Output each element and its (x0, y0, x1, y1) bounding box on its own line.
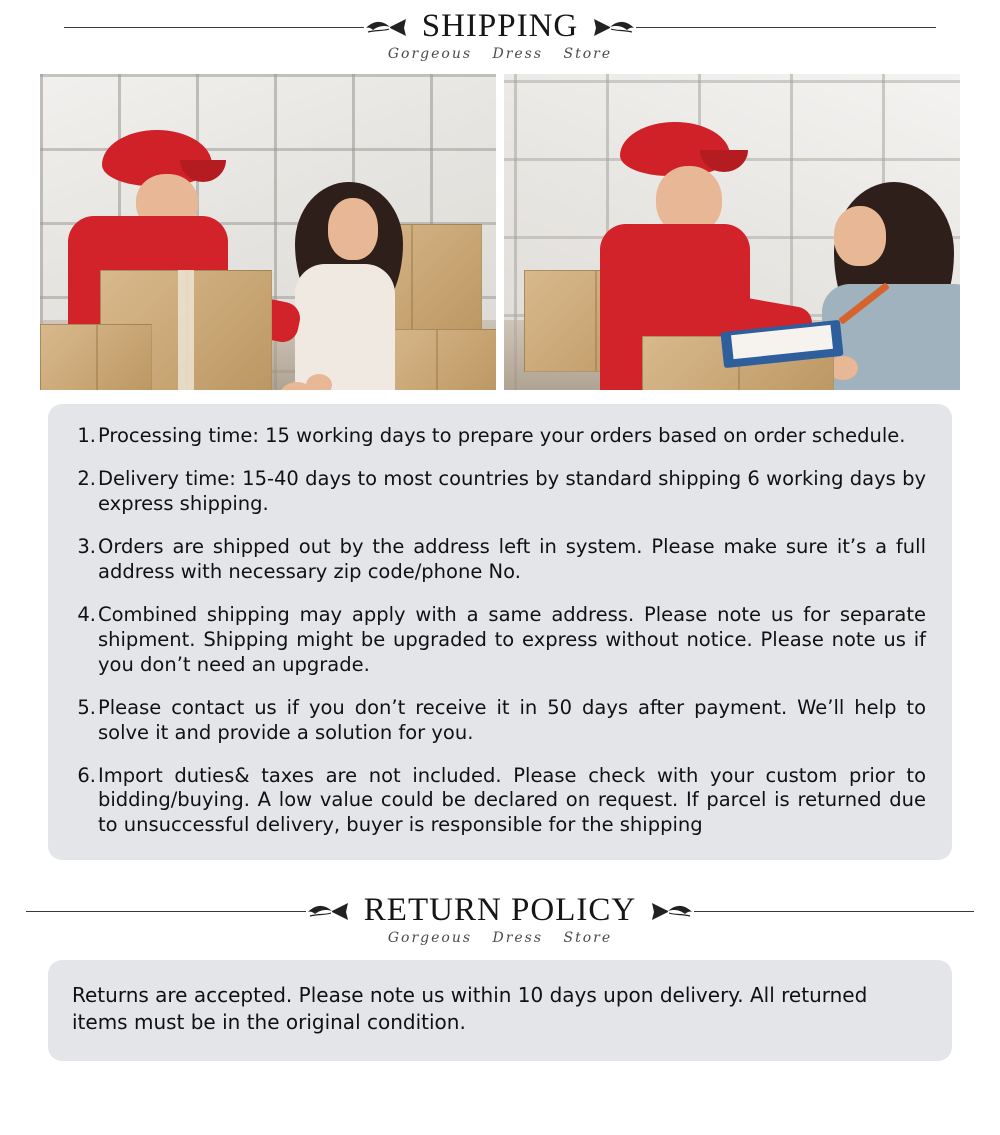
item-text: Import duties& taxes are not included. Please check with your custom prior to bidding/buying. A low value could be declared on request. If parcel is returned due to unsuccessful delivery, buyer is responsible for the shipping (98, 763, 926, 837)
return-subtitle-word1: Gorgeous (387, 930, 473, 947)
list-item (70, 764, 926, 839)
flourish-right-icon (650, 900, 694, 922)
item-number: 5. (77, 695, 96, 719)
photo-band (40, 74, 960, 390)
item-number: 1. (77, 424, 96, 447)
return-subtitle-word2: Dress (492, 930, 544, 947)
shipping-title-row (0, 10, 1000, 43)
item-number: 6. (77, 763, 96, 787)
return-policy-title: RETURN POLICY (363, 892, 637, 929)
return-policy-section-header (0, 884, 1000, 946)
shirt (295, 264, 395, 390)
list-item (70, 424, 926, 449)
face (328, 198, 378, 260)
box-tape (178, 270, 194, 390)
item-text: Orders are shipped out by the address left in system. Please make sure it’s a full address with necessary zip code/phone No. (98, 534, 926, 583)
shipping-info-panel (48, 404, 952, 860)
flourish-left-icon (306, 900, 350, 922)
shipping-title: SHIPPING (421, 8, 579, 44)
return-policy-panel (48, 960, 952, 1061)
header-rule-left (64, 27, 364, 28)
shipping-photo-left (40, 74, 496, 390)
return-policy-subtitle (0, 930, 1000, 946)
shipping-subtitle (0, 46, 1000, 62)
shipping-section-header (0, 0, 1000, 62)
shipping-photo-right (504, 74, 960, 390)
item-number: 2. (77, 466, 96, 490)
return-subtitle-word3: Store (563, 930, 613, 947)
header-rule-right (636, 27, 936, 28)
return-policy-title-row (0, 894, 1000, 927)
item-number: 3. (77, 534, 96, 558)
shipping-subtitle-word1: Gorgeous (387, 46, 473, 62)
item-text: Processing time: 15 working days to prepare your orders based on order schedule. (98, 424, 906, 447)
list-item (70, 696, 926, 746)
shipping-subtitle-word3: Store (563, 46, 613, 62)
item-text: Combined shipping may apply with a same address. Please note us for separate shipment. Shipping might be upgraded to express without notice. Please note us if you don’t need an upgrade. (98, 602, 926, 676)
list-item (70, 467, 926, 517)
shipping-subtitle-word2: Dress (492, 46, 544, 62)
flourish-right-icon (592, 16, 636, 38)
list-item (70, 535, 926, 585)
return-policy-text: Returns are accepted. Please note us within 10 days upon delivery. All returned items must be in the original condition. (72, 983, 868, 1034)
header-rule-right (694, 911, 974, 912)
flourish-left-icon (364, 16, 408, 38)
shipping-items-list (70, 424, 926, 838)
item-text: Delivery time: 15-40 days to most countries by standard shipping 6 working days by express shipping. (98, 466, 926, 515)
list-item (70, 603, 926, 678)
item-text: Please contact us if you don’t receive it in 50 days after payment. We’ll help to solve it and provide a solution for you. (98, 695, 926, 744)
cardboard-box (40, 324, 152, 390)
header-rule-left (26, 911, 306, 912)
face (834, 206, 886, 266)
item-number: 4. (77, 602, 96, 626)
